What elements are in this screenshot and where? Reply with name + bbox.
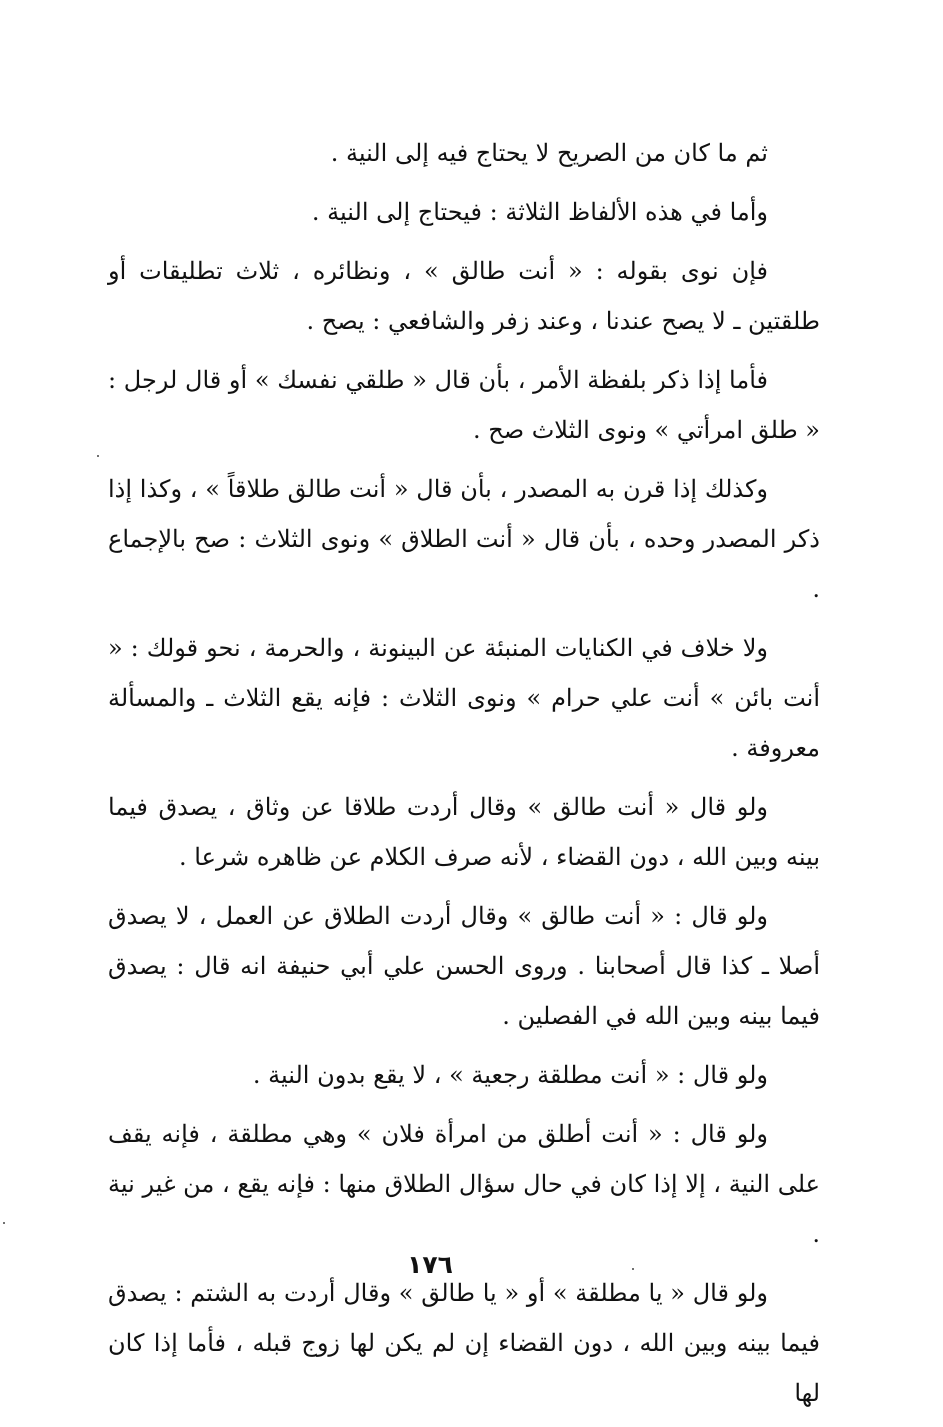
- paragraph-9: ولو قال : « أنت مطلقة رجعية » ، لا يقع بدون النية .: [252, 1061, 768, 1089]
- paragraph-7: ولو قال « أنت طالق » وقال أردت طلاقا عن وثاق ، يصدق فيما بينه وبين الله ، دون القضاء ، لأنه صرف الكلام عن ظاهره شرعا .: [108, 793, 820, 871]
- paragraph-11: ولو قال « يا مطلقة » أو « يا طالق » وقال أردت به الشتم : يصدق فيما بينه وبين الله ، دون القضاء إن لم يكن لها زوج قبله ، فأما إذا كان لها: [108, 1279, 820, 1407]
- paragraph-8: ولو قال : « أنت طالق » وقال أردت الطلاق عن العمل ، لا يصدق أصلا ـ كذا قال أصحابنا . وروى الحسن علي أبي حنيفة انه قال : يصدق فيما بينه وبين الله في الفصلين .: [108, 902, 820, 1030]
- paragraph-1: ثم ما كان من الصريح لا يحتاج فيه إلى النية .: [330, 139, 768, 167]
- paragraph-5: وكذلك إذا قرن به المصدر ، بأن قال « أنت طالق طلاقاً » ، وكذا إذا ذكر المصدر وحده ، بأن قال « أنت الطلاق » ونوى الثلاث : صح بالإجماع .: [108, 475, 820, 603]
- paragraph-4: فأما إذا ذكر بلفظة الأمر ، بأن قال « طلقي نفسك » أو قال لرجل : « طلق امرأتي » ونوى الثلاث صح .: [108, 366, 820, 444]
- scan-speck: [97, 455, 99, 457]
- page-number: ١٧٦: [407, 1250, 453, 1279]
- paragraph-6: ولا خلاف في الكنايات المنبئة عن البينونة ، والحرمة ، نحو قولك : « أنت بائن » أنت علي حرام » ونوى الثلاث : فإنه يقع الثلاث ـ والمسألة معروفة .: [108, 634, 820, 762]
- scan-speck: [3, 1222, 5, 1224]
- paragraph-2: وأما في هذه الألفاظ الثلاثة : فيحتاج إلى النية .: [311, 198, 768, 226]
- scan-speck: [632, 1268, 634, 1270]
- paragraph-10: ولو قال : « أنت أطلق من امرأة فلان » وهي مطلقة ، فإنه يقف على النية ، إلا إذا كان في حال سؤال الطلاق منها : فإنه يقع ، من غير نية .: [108, 1120, 820, 1248]
- body-text: [108, 128, 820, 1427]
- paragraph-3: فإن نوى بقوله : « أنت طالق » ، ونظائره ، ثلاث تطليقات أو طلقتين ـ لا يصح عندنا ، وعند زفر والشافعي : يصح .: [108, 257, 820, 335]
